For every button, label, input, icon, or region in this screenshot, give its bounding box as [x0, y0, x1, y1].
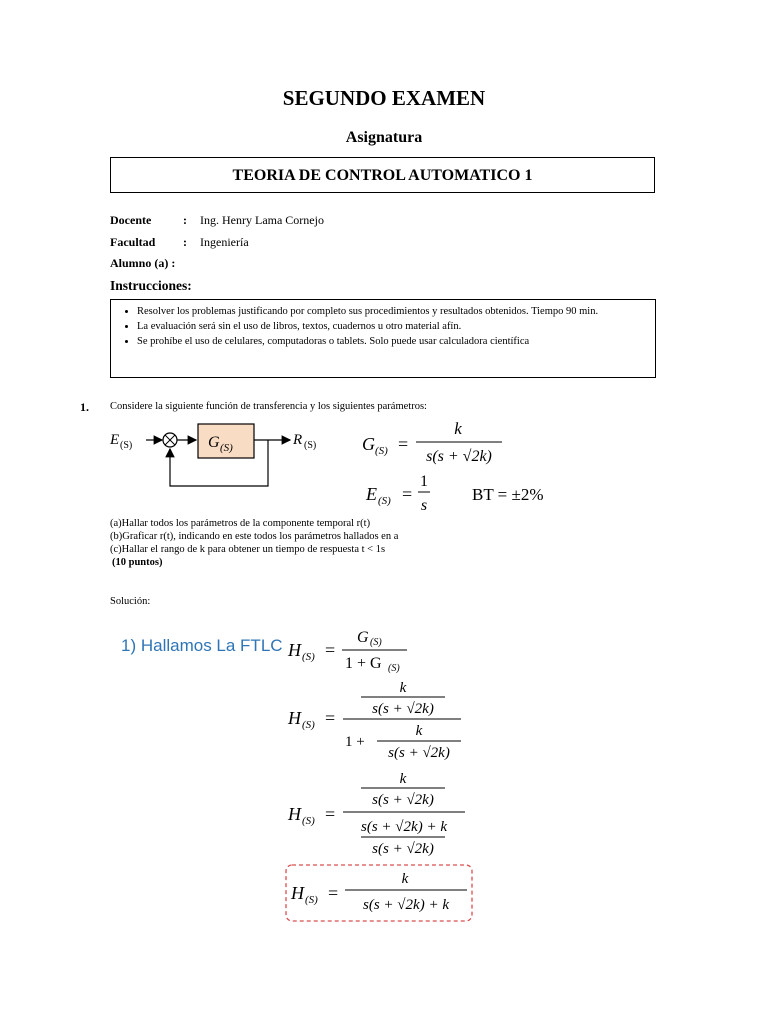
e-symbol: E — [366, 484, 377, 504]
eq2-lower-numerator: k — [415, 723, 423, 739]
g-subscript: (S) — [375, 445, 388, 457]
block-label-subscript: (S) — [220, 442, 233, 454]
eq1-denominator-subscript: (S) — [388, 663, 400, 674]
eq2-one-plus: 1 + — [345, 734, 365, 750]
equals-sign: = — [328, 883, 339, 903]
teacher-value: Ing. Henry Lama Cornejo — [200, 213, 324, 227]
equals-sign: = — [325, 640, 336, 660]
solution-label: Solución: — [110, 596, 151, 607]
instruction-item: • Resolver los problemas justificando por completo sus procedimientos y resultados obtenidos. Tiempo 90 min. — [137, 305, 645, 318]
e-denominator: s — [420, 497, 428, 514]
instructions-heading: Instrucciones: — [110, 278, 192, 293]
teacher-colon: : — [183, 213, 187, 227]
solution-derivation — [285, 620, 485, 932]
result-numerator: k — [401, 871, 409, 887]
h-subscript: (S) — [302, 719, 315, 731]
e-subscript: (S) — [378, 495, 391, 507]
part-a: (a)Hallar todos los parámetros de la componente temporal r(t) — [110, 518, 371, 529]
question-statement: Considere la siguiente función de transferencia y los siguientes parámetros: — [110, 401, 427, 412]
faculty-colon: : — [183, 235, 187, 249]
subject-label: Asignatura — [345, 129, 423, 146]
student-label: Alumno (a) : — [110, 256, 176, 270]
h-subscript: (S) — [305, 894, 318, 906]
question-number: 1. — [80, 400, 89, 414]
h-subscript: (S) — [302, 815, 315, 827]
h-symbol: H — [288, 708, 301, 728]
h-symbol: H — [291, 883, 304, 903]
exam-title: SEGUNDO EXAMEN — [282, 86, 486, 110]
given-equations — [362, 418, 602, 516]
question-points: (10 puntos) — [112, 557, 163, 568]
faculty-value: Ingeniería — [200, 235, 249, 249]
eq2-inner-denominator: s(s + √2k) — [372, 701, 434, 717]
eq1-numerator-subscript: (S) — [370, 637, 382, 648]
part-b: (b)Graficar r(t), indicando en este todos los parámetros hallados en a — [110, 531, 399, 542]
g-numerator: k — [454, 419, 462, 438]
eq2-inner-numerator: k — [399, 680, 407, 696]
faculty-label: Facultad — [110, 235, 156, 249]
part-c: (c)Hallar el rango de k para obtener un tiempo de respuesta t < 1s — [110, 544, 386, 555]
instructions-box — [110, 299, 656, 378]
eq1-denominator: 1 + G — [345, 655, 382, 672]
instruction-item: • La evaluación será sin el uso de libros, textos, cuadernos u otro material afín. — [137, 320, 645, 333]
equals-sign: = — [325, 708, 336, 728]
h-subscript: (S) — [302, 651, 315, 663]
course-title-box: TEORIA DE CONTROL AUTOMATICO 1 — [110, 157, 655, 193]
output-signal-subscript: (S) — [304, 440, 317, 451]
h-symbol: H — [288, 804, 301, 824]
block-label: G — [208, 434, 220, 451]
result-denominator: s(s + √2k) + k — [363, 897, 449, 913]
e-numerator: 1 — [420, 473, 428, 490]
eq3-upper-denominator: s(s + √2k) — [372, 792, 434, 808]
eq1-numerator: G — [357, 629, 369, 646]
equals-sign: = — [402, 484, 413, 504]
step-1-heading: 1) Hallamos La FTLC — [121, 636, 283, 655]
eq3-lower-numerator: s(s + √2k) + k — [361, 819, 447, 835]
input-signal-label: E — [110, 432, 120, 448]
eq3-lower-denominator: s(s + √2k) — [372, 841, 434, 857]
equals-sign: = — [325, 804, 336, 824]
instruction-item: • Se prohíbe el uso de celulares, computadoras o tablets. Solo puede usar calculadora científica — [137, 335, 645, 348]
h-symbol: H — [288, 640, 301, 660]
output-signal-label: R — [293, 432, 303, 448]
eq3-upper-numerator: k — [399, 771, 407, 787]
g-denominator: s(s + √2k) — [426, 448, 492, 465]
block-diagram — [108, 420, 328, 492]
teacher-label: Docente — [110, 213, 152, 227]
instructions-list — [111, 300, 655, 348]
g-symbol: G — [362, 434, 375, 454]
equals-sign: = — [398, 434, 409, 454]
settling-band: BT = ±2% — [472, 485, 544, 504]
input-signal-subscript: (S) — [120, 440, 133, 451]
eq2-lower-denominator: s(s + √2k) — [388, 745, 450, 761]
